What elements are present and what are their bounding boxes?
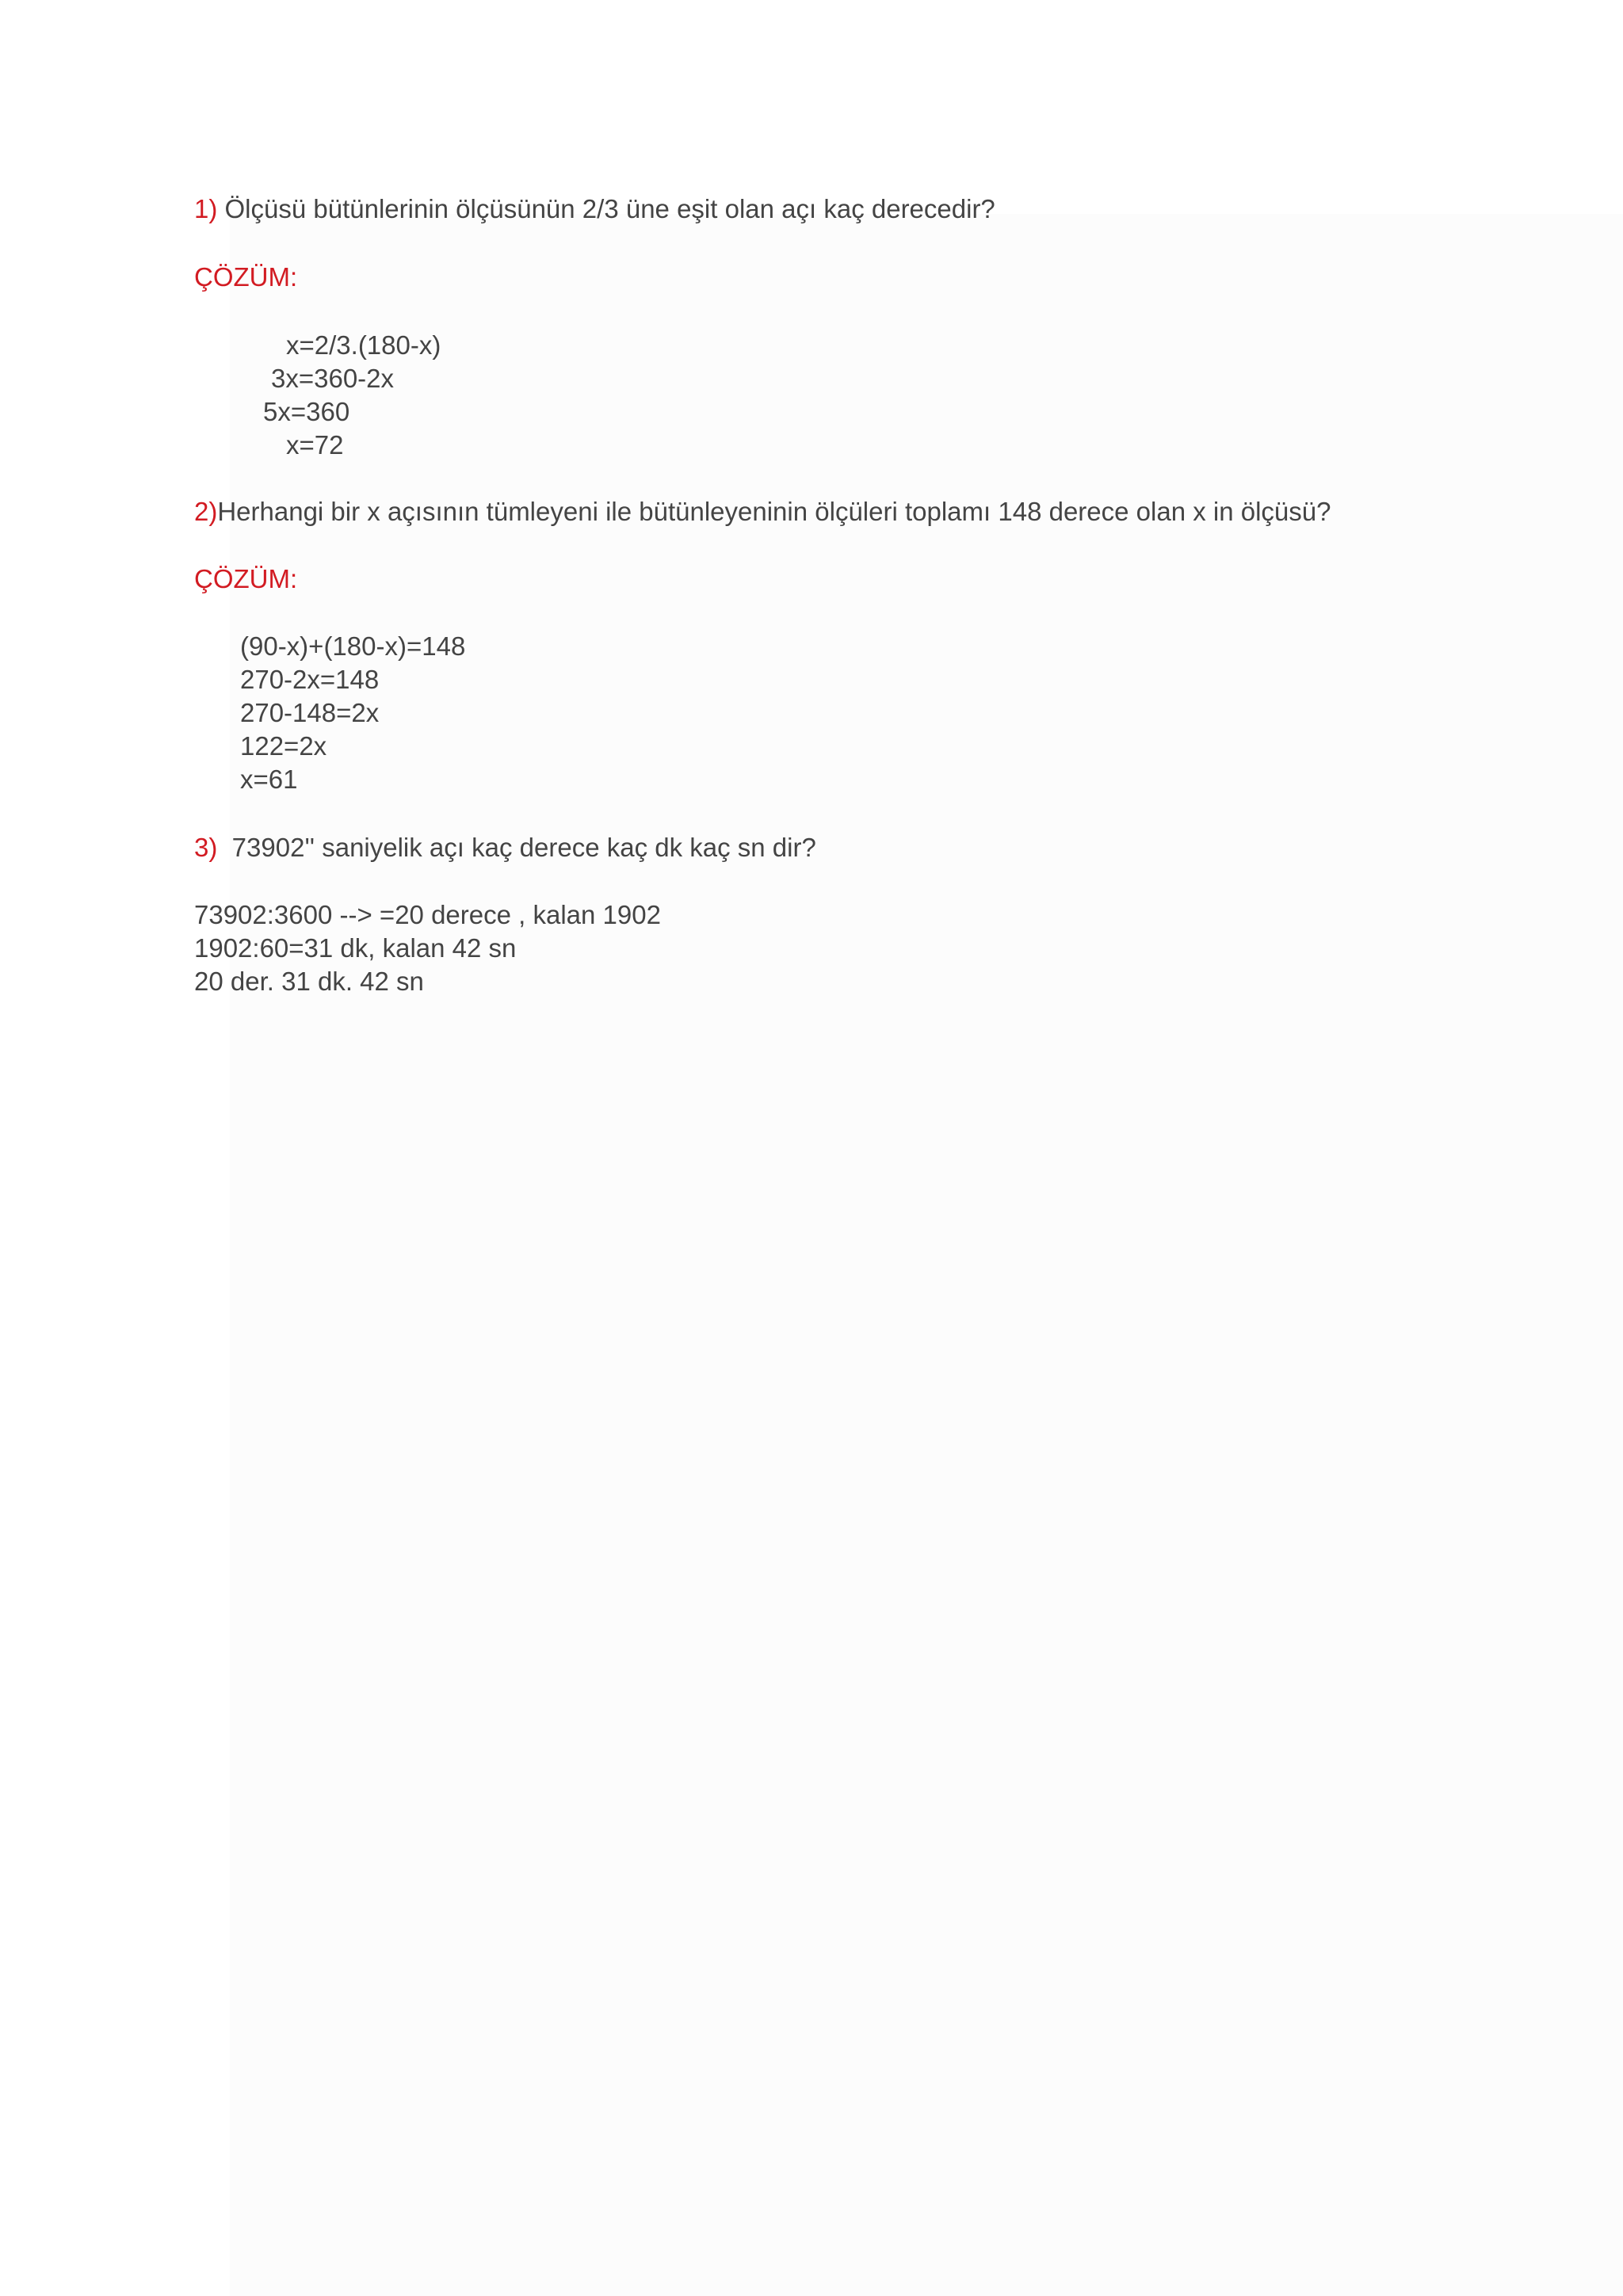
question-2-step: 122=2x <box>240 731 327 761</box>
question-2-step: 270-2x=148 <box>240 665 380 694</box>
question-3-step: 73902:3600 --> =20 derece , kalan 1902 <box>194 900 661 929</box>
question-2-step: x=61 <box>240 765 298 794</box>
question-2 <box>194 496 1331 528</box>
question-1-number: 1) <box>194 194 218 223</box>
question-1-step: 3x=360-2x <box>271 364 395 393</box>
question-2-solution-label: ÇÖZÜM: <box>194 564 298 593</box>
question-1-step: x=72 <box>286 430 344 460</box>
question-3-step: 20 der. 31 dk. 42 sn <box>194 967 424 996</box>
question-3-text: 73902'' saniyelik açı kaç derece kaç dk kaç sn dir? <box>217 833 816 862</box>
question-2-number: 2) <box>194 497 218 526</box>
question-1-step: x=2/3.(180-x) <box>286 330 441 360</box>
question-1-text: Ölçüsü bütünlerinin ölçüsünün 2/3 üne eşit olan açı kaç derecedir? <box>217 194 995 223</box>
question-1-step: 5x=360 <box>263 397 350 426</box>
question-2-step: 270-148=2x <box>240 698 380 727</box>
question-1-solution-label: ÇÖZÜM: <box>194 262 298 292</box>
question-2-step: (90-x)+(180-x)=148 <box>240 631 466 661</box>
question-3-number: 3) <box>194 833 218 862</box>
question-2-text: Herhangi bir x açısının tümleyeni ile bütünleyeninin ölçüleri toplamı 148 derece olan x in ölçüsü? <box>217 497 1331 526</box>
question-1 <box>194 193 995 225</box>
question-3 <box>194 832 816 864</box>
question-3-step: 1902:60=31 dk, kalan 42 sn <box>194 933 517 963</box>
